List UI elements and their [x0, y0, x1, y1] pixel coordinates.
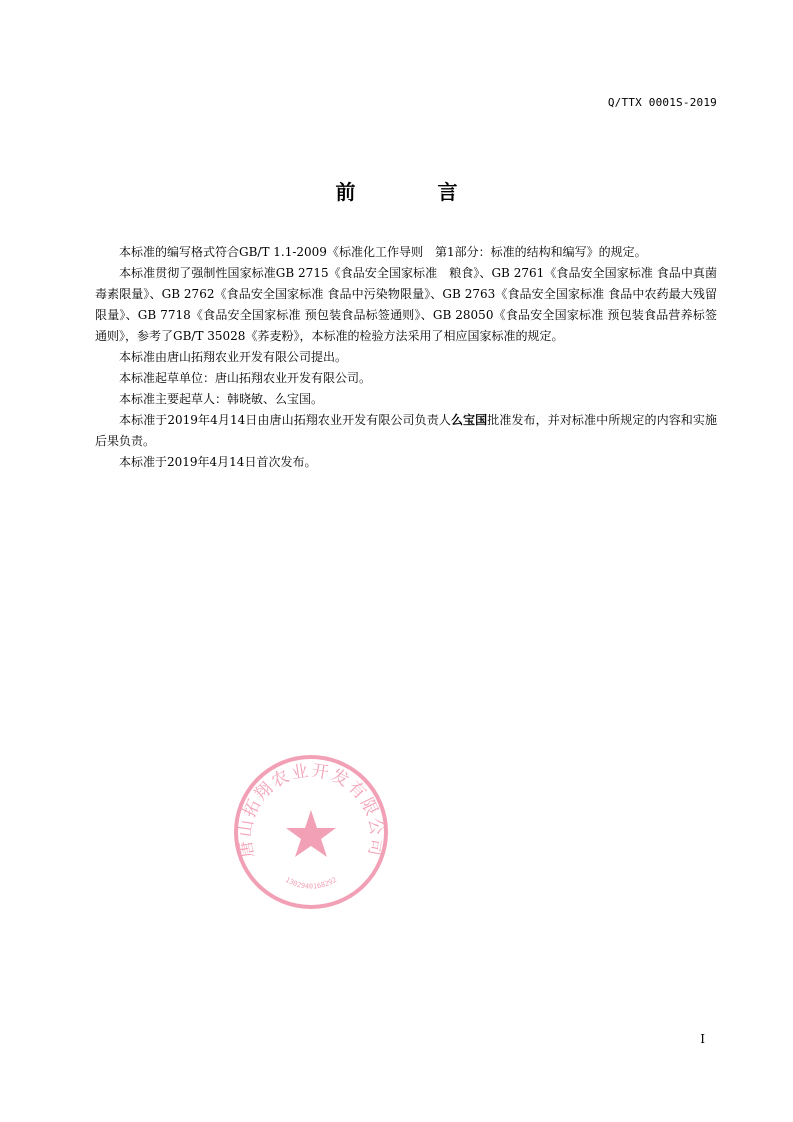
foreword-body [95, 242, 717, 473]
page-number: I [700, 1032, 705, 1046]
paragraph-proposer: 本标准由唐山拓翔农业开发有限公司提出。 [119, 350, 348, 364]
seal-company-name-text: 唐山拓翔农业开发有限公司 [235, 761, 387, 860]
paragraph-first-release: 本标准于2019年4月14日首次发布。 [119, 455, 317, 469]
company-seal [231, 752, 391, 912]
title-part-1: 前 [335, 180, 356, 204]
approval-text-continued: 批准发布，并对标准中所规定的内容和实施后果负责。 [95, 413, 717, 448]
approver-signature: 么宝国 [450, 413, 488, 427]
page-title [0, 176, 793, 205]
paragraph-drafting-unit: 本标准起草单位：唐山拓翔农业开发有限公司。 [119, 371, 372, 385]
approval-text: 本标准于2019年4月14日由唐山拓翔农业开发有限公司负责人 [119, 413, 451, 427]
title-part-2: 言 [437, 180, 458, 204]
paragraph-drafters: 本标准主要起草人：韩晓敏、么宝国。 [119, 392, 324, 406]
paragraph-approval [95, 410, 717, 452]
document-code: Q/TTX 0001S-2019 [607, 96, 717, 109]
paragraph-referenced-standards: 本标准贯彻了强制性国家标准GB 2715《食品安全国家标准 粮食》、GB 2761《食品安全国家标准 食品中真菌毒素限量》、GB 2762《食品安全国家标准 食品中污染物限量》、GB 2763《食品安全国家标准 食品中农药最大残留限量》、GB 7718《食品安全国家标准 预包装食品标签通则》、GB 28050《食品安全国家标准 预包装食品营养标签通则》，参考了GB/T 35028《荞麦粉》，本标准的检验方法采用了相应国家标准的规定。 [95, 266, 717, 343]
seal-code-text: 1302940168292 [283, 875, 339, 891]
seal-star-icon [286, 810, 336, 857]
seal-code [284, 876, 338, 891]
paragraph-format: 本标准的编写格式符合GB/T 1.1-2009《标准化工作导则 第1部分：标准的结构和编写》的规定。 [119, 245, 647, 259]
